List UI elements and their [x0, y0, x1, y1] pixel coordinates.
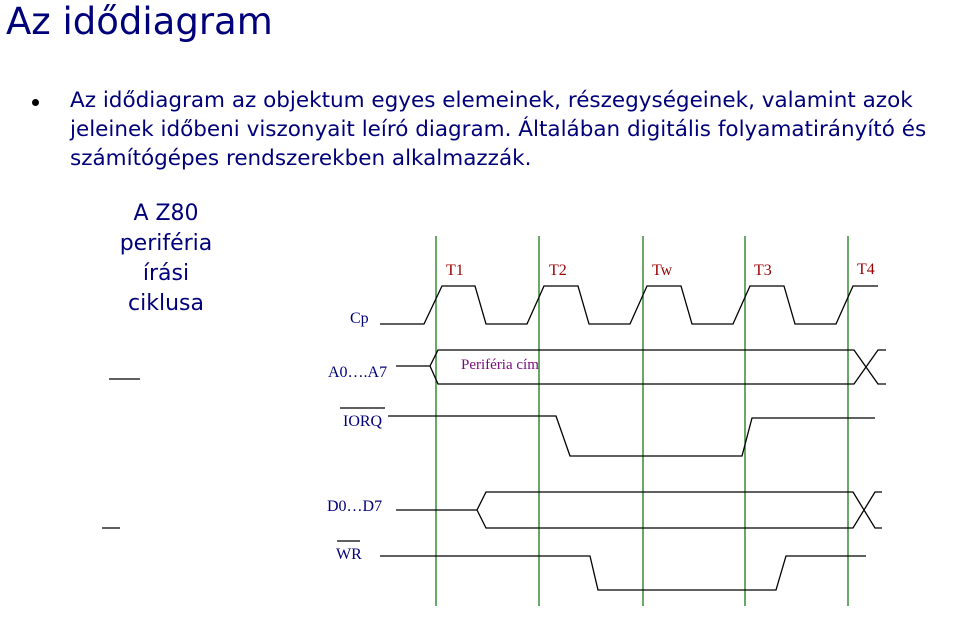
wr-waveform [380, 556, 866, 590]
signal-label-address: A0….A7 [328, 364, 388, 381]
slide-title: Az idődiagram [6, 0, 273, 43]
t-label-t1: T1 [446, 262, 464, 279]
signal-label-wr: WR [336, 546, 362, 563]
t-label-t3: T3 [754, 262, 772, 279]
signal-label-clock: Cp [350, 310, 369, 327]
bullet-text: Az idődiagram az objektum egyes elemeinek, részegységeinek, valamint azok jeleinek időbeni viszonyait leíró diagram. Általában digitális folyamatirányító és számítógépes rendszerekben alkalmazzák. [70, 88, 927, 171]
caption-line: ciklusa [128, 291, 204, 316]
clock-waveform [380, 286, 878, 324]
iorq-waveform [388, 416, 875, 456]
caption-line: írási [142, 261, 190, 286]
t-label-t4: T4 [857, 261, 875, 278]
data-bus-waveform [396, 492, 882, 528]
address-value: Periféria cím [461, 357, 539, 373]
signal-label-data: D0…D7 [327, 498, 383, 515]
caption-line: periféria [119, 231, 213, 256]
t-label-tw: Tw [652, 262, 673, 279]
caption-line: A Z80 [133, 201, 199, 226]
signal-label-iorq: IORQ [343, 413, 383, 430]
t-label-t2: T2 [549, 262, 567, 279]
